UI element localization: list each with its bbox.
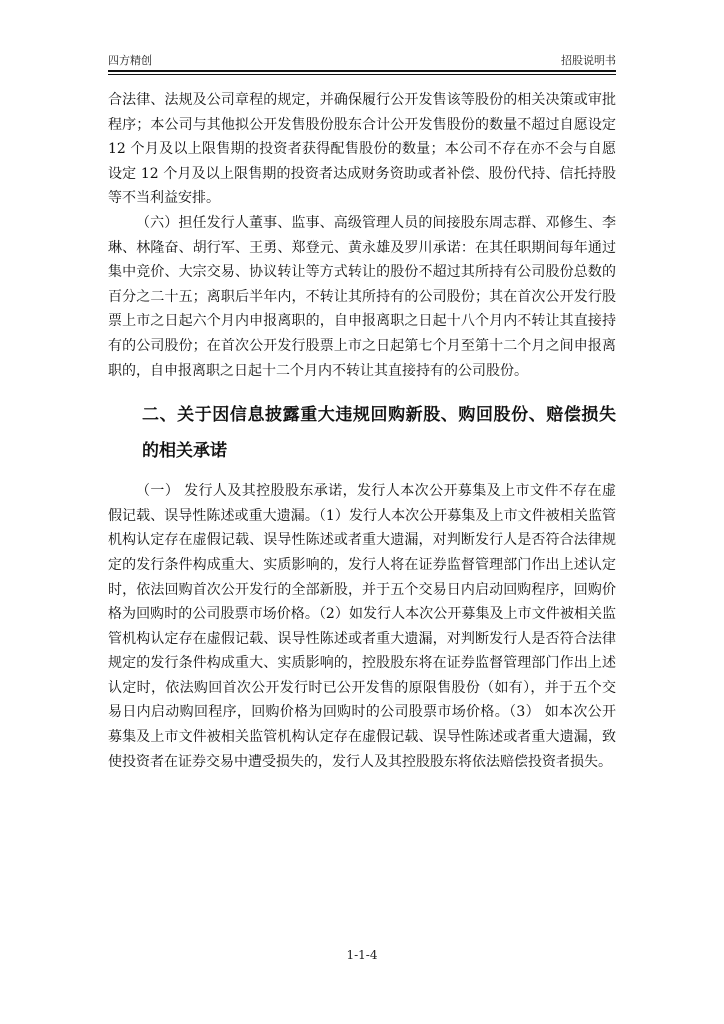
page-number: 1-1-4: [346, 948, 378, 962]
paragraph-continued: 合法律、法规及公司章程的规定，并确保履行公开发售该等股份的相关决策或审批程序；本公司与其他拟公开发售股份股东合计公开发售股份的数量不超过自愿设定 12 个月及以上限售期的投资者获得配售股份的数量；本公司不存在亦不会与自愿设定 12 个月及以上限售期的投资者达成财务资助或者补偿、股份代持、信托持股等不当利益安排。: [108, 92, 616, 207]
page-header: [108, 50, 616, 68]
section-heading: 二、关于因信息披露重大违规回购新股、购回股份、赔偿损失的相关承诺: [142, 405, 616, 462]
header-rule-thick: [108, 70, 616, 72]
header-document-title: 招股说明书: [561, 54, 616, 67]
paragraph-item-six: （六）担任发行人董事、监事、高级管理人员的间接股东周志群、邓修生、李琳、林隆奋、胡行军、王勇、郑登元、黄永雄及罗川承诺：在其任职期间每年通过集中竞价、大宗交易、协议转让等方式转让的股份不超过其所持有公司股份总数的百分之二十五；离职后半年内，不转让其所持有的公司股份；其在首次公开发行股票上市之日起六个月内申报离职的，自申报离职之日起十八个月内不转让其直接持有的公司股份；在首次公开发行股票上市之日起第七个月至第十二个月之间申报离职的，自申报离职之日起十二个月内不转让其直接持有的公司股份。: [108, 214, 616, 379]
header-company-name: 四方精创: [108, 54, 152, 67]
paragraph-item-one: （一） 发行人及其控股股东承诺，发行人本次公开募集及上市文件不存在虚假记载、误导性陈述或重大遗漏。（1）发行人本次公开募集及上市文件被相关监管机构认定存在虚假记载、误导性陈述或者重大遗漏，对判断发行人是否符合法律规定的发行条件构成重大、实质影响的，发行人将在证券监督管理部门作出上述认定时，依法回购首次公开发行的全部新股，并于五个交易日内启动回购程序，回购价格为回购时的公司股票市场价格。（2）如发行人本次公开募集及上市文件被相关监管机构认定存在虚假记载、误导性陈述或者重大遗漏，对判断发行人是否符合法律规定的发行条件构成重大、实质影响的，控股股东将在证券监督管理部门作出上述认定时，依法购回首次公开发行时已公开发售的原限售股份（如有），并于五个交易日内启动购回程序，回购价格为回购时的公司股票市场价格。（3） 如本次公开募集及上市文件被相关监管机构认定存在虚假记载、误导性陈述或者重大遗漏，致使投资者在证券交易中遭受损失的，发行人及其控股股东将依法赔偿投资者损失。: [108, 483, 616, 770]
page-body: [108, 88, 616, 774]
header-rule-thin: [108, 74, 616, 75]
